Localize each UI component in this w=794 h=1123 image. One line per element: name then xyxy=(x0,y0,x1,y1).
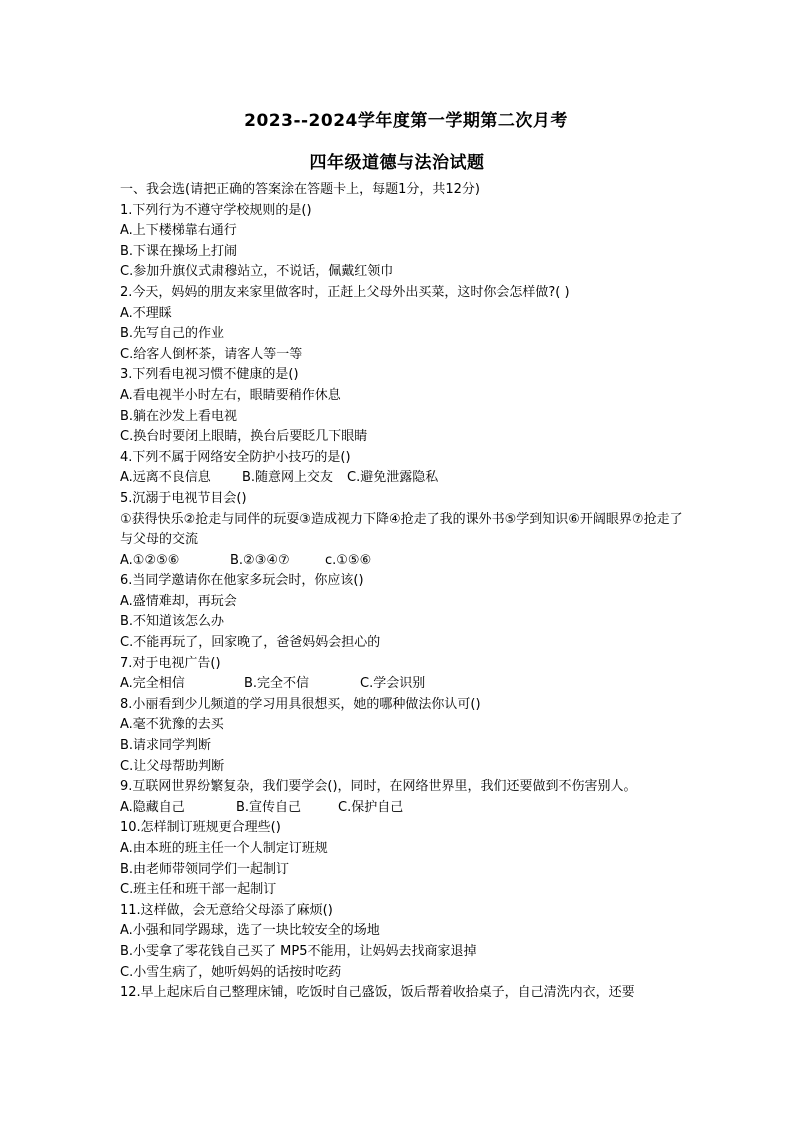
question-8-option-c: C.让父母帮助判断 xyxy=(120,758,225,774)
question-6-option-a: A.盛情难却，再玩会 xyxy=(120,593,237,609)
question-6-option-b: B.不知道该怎么办 xyxy=(120,614,225,630)
question-5-option-b: B.②③④⑦ xyxy=(230,552,290,568)
question-9-stem: 9.互联网世界纷繁复杂，我们要学会()，同时，在网络世界里，我们还要做到不伤害别人。 xyxy=(120,779,637,795)
question-8-option-b: B.请求同学判断 xyxy=(120,738,212,754)
question-1-option-c: C.参加升旗仪式肃穆站立，不说话，佩戴红领巾 xyxy=(120,264,394,280)
question-8-stem: 8.小丽看到少儿频道的学习用具很想买，她的哪种做法你认可() xyxy=(120,696,481,712)
question-9-option-c: C.保护自己 xyxy=(338,799,404,815)
question-1-option-a: A.上下楼梯靠右通行 xyxy=(120,223,237,239)
exam-content xyxy=(120,180,688,1004)
question-7-option-c: C.学会识别 xyxy=(360,676,426,692)
question-11-option-c: C.小雪生病了，她听妈妈的话按时吃药 xyxy=(120,964,342,980)
question-11-option-b: B.小雯拿了零花钱自己买了 MP5不能用，让妈妈去找商家退掉 xyxy=(120,943,477,959)
question-2-option-b: B.先写自己的作业 xyxy=(120,326,225,342)
question-5-choices: ①获得快乐②抢走与同伴的玩耍③造成视力下降④抢走了我的课外书⑤学到知识⑥开阔眼界⑦抢走了与父母的交流 xyxy=(120,511,683,548)
question-11-stem: 11.这样做，会无意给父母添了麻烦() xyxy=(120,902,333,918)
question-5-option-c: c.①⑤⑥ xyxy=(325,552,372,568)
question-5-stem: 5.沉溺于电视节目会() xyxy=(120,490,247,506)
question-10-stem: 10.怎样制订班规更合理些() xyxy=(120,820,281,836)
question-1-stem: 1.下列行为不遵守学校规则的是() xyxy=(120,202,312,218)
exam-subtitle: 四年级道德与法治试题 xyxy=(309,153,485,173)
question-3-stem: 3.下列看电视习惯不健康的是() xyxy=(120,367,299,383)
question-2-option-c: C.给客人倒杯茶，请客人等一等 xyxy=(120,346,303,362)
question-9-option-b: B.宣传自己 xyxy=(236,799,302,815)
question-2-option-a: A.不理睬 xyxy=(120,305,172,321)
question-9-options xyxy=(120,798,688,819)
question-5-option-a: A.①②⑤⑥ xyxy=(120,552,180,568)
question-3-option-b: B.躺在沙发上看电视 xyxy=(120,408,238,424)
question-11-option-a: A.小强和同学踢球，选了一块比较安全的场地 xyxy=(120,923,380,939)
question-2-stem: 2.今天，妈妈的朋友来家里做客时，正赶上父母外出买菜，这时你会怎样做?( ) xyxy=(120,284,570,300)
question-3-option-c: C.换台时要闭上眼睛，换台后要眨几下眼睛 xyxy=(120,429,368,445)
question-10-option-c: C.班主任和班干部一起制订 xyxy=(120,882,277,898)
question-6-stem: 6.当同学邀请你在他家多玩会时，你应该() xyxy=(120,573,364,589)
question-4-option-a: A.远离不良信息 xyxy=(120,470,211,486)
question-4-option-c: C.避免泄露隐私 xyxy=(347,470,439,486)
question-7-stem: 7.对于电视广告() xyxy=(120,655,221,671)
question-10-option-a: A.由本班的班主任一个人制定订班规 xyxy=(120,841,328,856)
exam-title: 2023--2024学年度第一学期第二次月考 xyxy=(244,111,568,131)
question-5-options xyxy=(120,551,688,572)
question-4-stem: 4.下列不属于网络安全防护小技巧的是() xyxy=(120,449,351,465)
question-7-option-b: B.完全不信 xyxy=(244,676,310,692)
question-6-option-c: C.不能再玩了，回家晚了，爸爸妈妈会担心的 xyxy=(120,635,381,651)
question-7-options xyxy=(120,674,688,695)
question-12-stem: 12.早上起床后自己整理床铺，吃饭时自己盛饭，饭后帮着收拾桌子，自己清洗内衣，还要 xyxy=(120,985,635,1001)
question-4-option-b: B.随意网上交友 xyxy=(242,470,334,486)
question-7-option-a: A.完全相信 xyxy=(120,676,185,692)
question-8-option-a: A.毫不犹豫的去买 xyxy=(120,717,224,733)
section-heading: 一、我会选(请把正确的答案涂在答题卡上，每题1分，共12分) xyxy=(120,182,480,197)
question-1-option-b: B.下课在操场上打闹 xyxy=(120,243,238,259)
question-4-options xyxy=(120,468,688,489)
question-3-option-a: A.看电视半小时左右，眼睛要稍作休息 xyxy=(120,387,341,403)
question-9-option-a: A.隐藏自己 xyxy=(120,799,185,815)
question-10-option-b: B.由老师带领同学们一起制订 xyxy=(120,861,290,877)
